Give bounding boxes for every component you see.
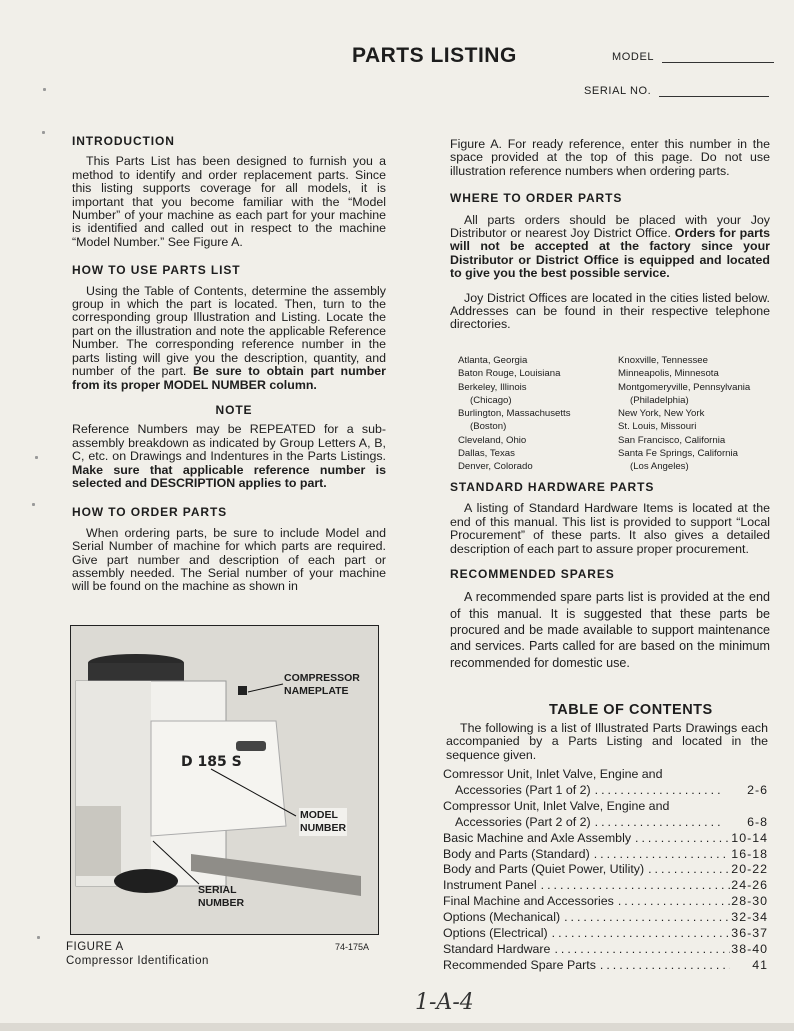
city-item: Knoxville, Tennessee	[618, 355, 708, 366]
city-item: Dallas, Texas	[458, 448, 515, 460]
right-column-top	[450, 138, 770, 332]
recommended-spares-text: A recommended spare parts list is provided at the end of this manual. It is suggested that these parts be procured and be made available to support maintenance and services. Parts called for are based on the minimum recommended for domestic use.	[450, 590, 770, 670]
toc-item-title: Accessories (Part 2 of 2)	[455, 814, 591, 829]
city-item: Atlanta, Georgia	[458, 355, 528, 366]
toc-leader-dots	[631, 831, 730, 847]
label-model: MODEL	[300, 809, 338, 821]
serial-number-label	[198, 884, 244, 910]
serial-blank-line[interactable]	[659, 85, 769, 97]
toc-item-title: Instrument Panel	[443, 878, 537, 893]
toc-leader-dots	[614, 894, 730, 910]
how-to-order-text: When ordering parts, be sure to include Model and Serial Number of machine for which parts are required. Give part number and description of each part or assembly needed. The Serial number of your machine will be found on the machine as shown in	[72, 525, 386, 594]
toc-item-title: Recommended Spare Parts	[443, 957, 596, 972]
label-nameplate: NAMEPLATE	[284, 685, 349, 697]
toc-item-pages: 41	[752, 957, 768, 972]
toc-item-title: Final Machine and Accessories	[443, 894, 614, 909]
toc-item-line[interactable]	[443, 767, 768, 783]
figure-caption-subtitle: Compressor Identification	[66, 955, 209, 967]
toc-item-pages: 6-8	[747, 814, 768, 829]
toc-item-pages: 32-34	[731, 910, 768, 925]
scan-speck	[37, 936, 40, 939]
toc-item-pages: 20-22	[731, 862, 768, 877]
toc-heading: TABLE OF CONTENTS	[549, 702, 713, 718]
note-bold: Make sure that applicable reference number is selected and DESCRIPTION applies to part.	[72, 462, 386, 490]
toc-item-pages: 10-14	[731, 830, 768, 845]
note-text: Reference Numbers may be REPEATED for a sub-assembly breakdown as indicated by Group Letters A, B, C, etc. on Drawings and Indentures in the Parts Listings.	[72, 422, 386, 464]
city-item: Minneapolis, Minnesota	[618, 368, 719, 380]
how-to-order-heading: HOW TO ORDER PARTS	[72, 505, 228, 520]
district-offices-text: Joy District Offices are located in the cities listed below. Addresses can be found in their respective telephone directories.	[450, 290, 770, 332]
how-to-use-paragraph	[72, 285, 386, 392]
serial-field[interactable]	[584, 85, 769, 97]
toc-item[interactable]	[443, 862, 768, 878]
toc-item-title: Compressor Unit, Inlet Valve, Engine and	[443, 798, 670, 813]
figure-caption	[66, 940, 209, 968]
toc-item-pages: 16-18	[731, 846, 768, 861]
where-to-order-bold: Orders for parts will not be accepted at the factory since your Distributor or District Office is equipped and located to give you the best possible service.	[450, 226, 770, 281]
toc-item-line[interactable]	[443, 799, 768, 815]
toc-leader-dots	[590, 847, 730, 863]
compressor-nameplate-label	[284, 672, 360, 698]
city-item: Cleveland, Ohio	[458, 434, 527, 446]
label-serial: SERIAL	[198, 884, 237, 896]
recommended-spares-heading: RECOMMENDED SPARES	[450, 567, 615, 582]
toc-intro-text: The following is a list of Illustrated Parts Drawings each accompanied by a Parts Listing and located in the sequence given.	[446, 721, 768, 762]
toc-item[interactable]	[443, 894, 768, 910]
city-item: Baton Rouge, Louisiana	[458, 368, 561, 380]
cities-left-column	[458, 354, 618, 474]
toc-list	[443, 767, 768, 974]
toc-item-pages: 2-6	[747, 782, 768, 797]
toc-item-title: Accessories (Part 1 of 2)	[455, 782, 591, 797]
right-column-bottom	[450, 481, 770, 671]
toc-leader-dots	[591, 815, 720, 831]
toc-item[interactable]	[443, 958, 768, 974]
where-to-order-paragraph	[450, 214, 770, 281]
handwritten-page-number: 1-A-4	[415, 990, 474, 1015]
toc-leader-dots	[596, 958, 730, 974]
toc-leader-dots	[548, 926, 730, 942]
city-item: Santa Fe Springs, California	[618, 448, 738, 460]
toc-item-title: Basic Machine and Axle Assembly	[443, 830, 632, 845]
city-item: (Chicago)	[470, 394, 512, 406]
figure-caption-title: FIGURE A	[66, 941, 124, 953]
city-item: (Los Angeles)	[630, 461, 689, 473]
toc-item[interactable]	[443, 910, 768, 926]
toc-leader-dots	[550, 942, 730, 958]
left-column	[72, 135, 386, 594]
city-item: San Francisco, California	[618, 434, 726, 446]
toc-item[interactable]	[443, 942, 768, 958]
where-to-order-heading: WHERE TO ORDER PARTS	[450, 191, 623, 206]
city-item: St. Louis, Missouri	[618, 421, 697, 433]
city-item: Burlington, Massachusetts	[458, 408, 571, 420]
toc-leader-dots	[591, 783, 720, 799]
standard-hardware-text: A listing of Standard Hardware Items is located at the end of this manual. This list is provided to support “Local Procurement” of these parts. It also gives a detailed description of each part to assure proper procurement.	[450, 501, 770, 556]
toc-item[interactable]	[443, 878, 768, 894]
cities-right-column	[618, 354, 788, 474]
toc-item-pages: 38-40	[731, 941, 768, 956]
toc-item[interactable]	[443, 831, 768, 847]
how-to-use-text: Using the Table of Contents, determine the assembly group in which the part is located. Then, turn to the corresponding group Illustration and Listing. Locate the part on the illustration and note the applicable Reference Number. The corresponding reference number in the parts listing will give you the description, quantity, and number of the part.	[72, 283, 386, 379]
city-item: (Philadelphia)	[630, 394, 689, 406]
how-to-use-heading: HOW TO USE PARTS LIST	[72, 263, 241, 278]
continued-text: Figure A. For ready reference, enter this number in the space provided at the top of this page. Do not use illustration reference numbers when ordering parts.	[450, 137, 770, 178]
toc-item-title: Standard Hardware	[443, 941, 551, 956]
how-to-use-bold: Be sure to obtain part number from its proper MODEL NUMBER column.	[72, 364, 386, 392]
introduction-text: This Parts List has been designed to furnish you a method to identify and order replacement parts. Since this listing supports coverage for all models, it is important that you become familiar with the “Model Number” of your machine as each part for your machine is identified and called out in respect to the machine “Model Number.” See Figure A.	[72, 154, 386, 249]
toc-item[interactable]	[443, 847, 768, 863]
toc-item-title: Options (Mechanical)	[443, 910, 561, 925]
figure-code: 74-175A	[335, 942, 370, 952]
label-model-number: NUMBER	[300, 822, 347, 834]
page-bottom-edge	[0, 1023, 794, 1031]
scan-speck	[35, 456, 38, 459]
model-blank-line[interactable]	[662, 51, 774, 63]
toc-item[interactable]	[443, 783, 768, 799]
serial-label: SERIAL NO.	[584, 85, 652, 97]
toc-leader-dots	[537, 878, 730, 894]
toc-item-pages: 28-30	[731, 894, 768, 909]
toc-item-title: Body and Parts (Standard)	[443, 846, 590, 861]
toc-item-title: Options (Electrical)	[443, 926, 548, 941]
model-number-label	[299, 808, 347, 836]
toc-item-pages: 24-26	[731, 878, 768, 893]
city-item: Berkeley, Illinois	[458, 381, 527, 393]
toc-leader-dots	[644, 862, 730, 878]
note-paragraph	[72, 423, 386, 490]
toc-item-title: Body and Parts (Quiet Power, Utility)	[443, 862, 645, 877]
standard-hardware-heading: STANDARD HARDWARE PARTS	[450, 480, 655, 494]
scan-speck	[32, 503, 35, 506]
scan-speck	[43, 88, 46, 91]
city-item: Montgomeryville, Pennsylvania	[618, 381, 751, 393]
city-item: (Boston)	[470, 421, 507, 433]
model-label: MODEL	[612, 51, 655, 63]
city-item: Denver, Colorado	[458, 461, 533, 473]
page-title: PARTS LISTING	[352, 44, 517, 67]
city-item: New York, New York	[618, 408, 705, 420]
label-compressor: COMPRESSOR	[284, 672, 360, 684]
toc-intro	[446, 722, 768, 762]
where-to-order-text: All parts orders should be placed with your Joy Distributor or nearest Joy District Office.	[450, 212, 770, 241]
introduction-heading: INTRODUCTION	[72, 134, 175, 148]
toc-item-title: Comressor Unit, Inlet Valve, Engine and	[443, 767, 663, 781]
scan-speck	[42, 131, 45, 134]
model-code-on-machine: D 185 S	[181, 754, 242, 770]
toc-item-pages: 36-37	[731, 926, 768, 941]
note-heading: NOTE	[215, 402, 253, 417]
label-serial-number: NUMBER	[198, 897, 245, 909]
toc-item[interactable]	[443, 926, 768, 942]
figure-a-illustration	[70, 625, 379, 935]
model-field[interactable]	[612, 51, 774, 63]
toc-leader-dots	[560, 910, 730, 926]
toc-item[interactable]	[443, 815, 768, 831]
